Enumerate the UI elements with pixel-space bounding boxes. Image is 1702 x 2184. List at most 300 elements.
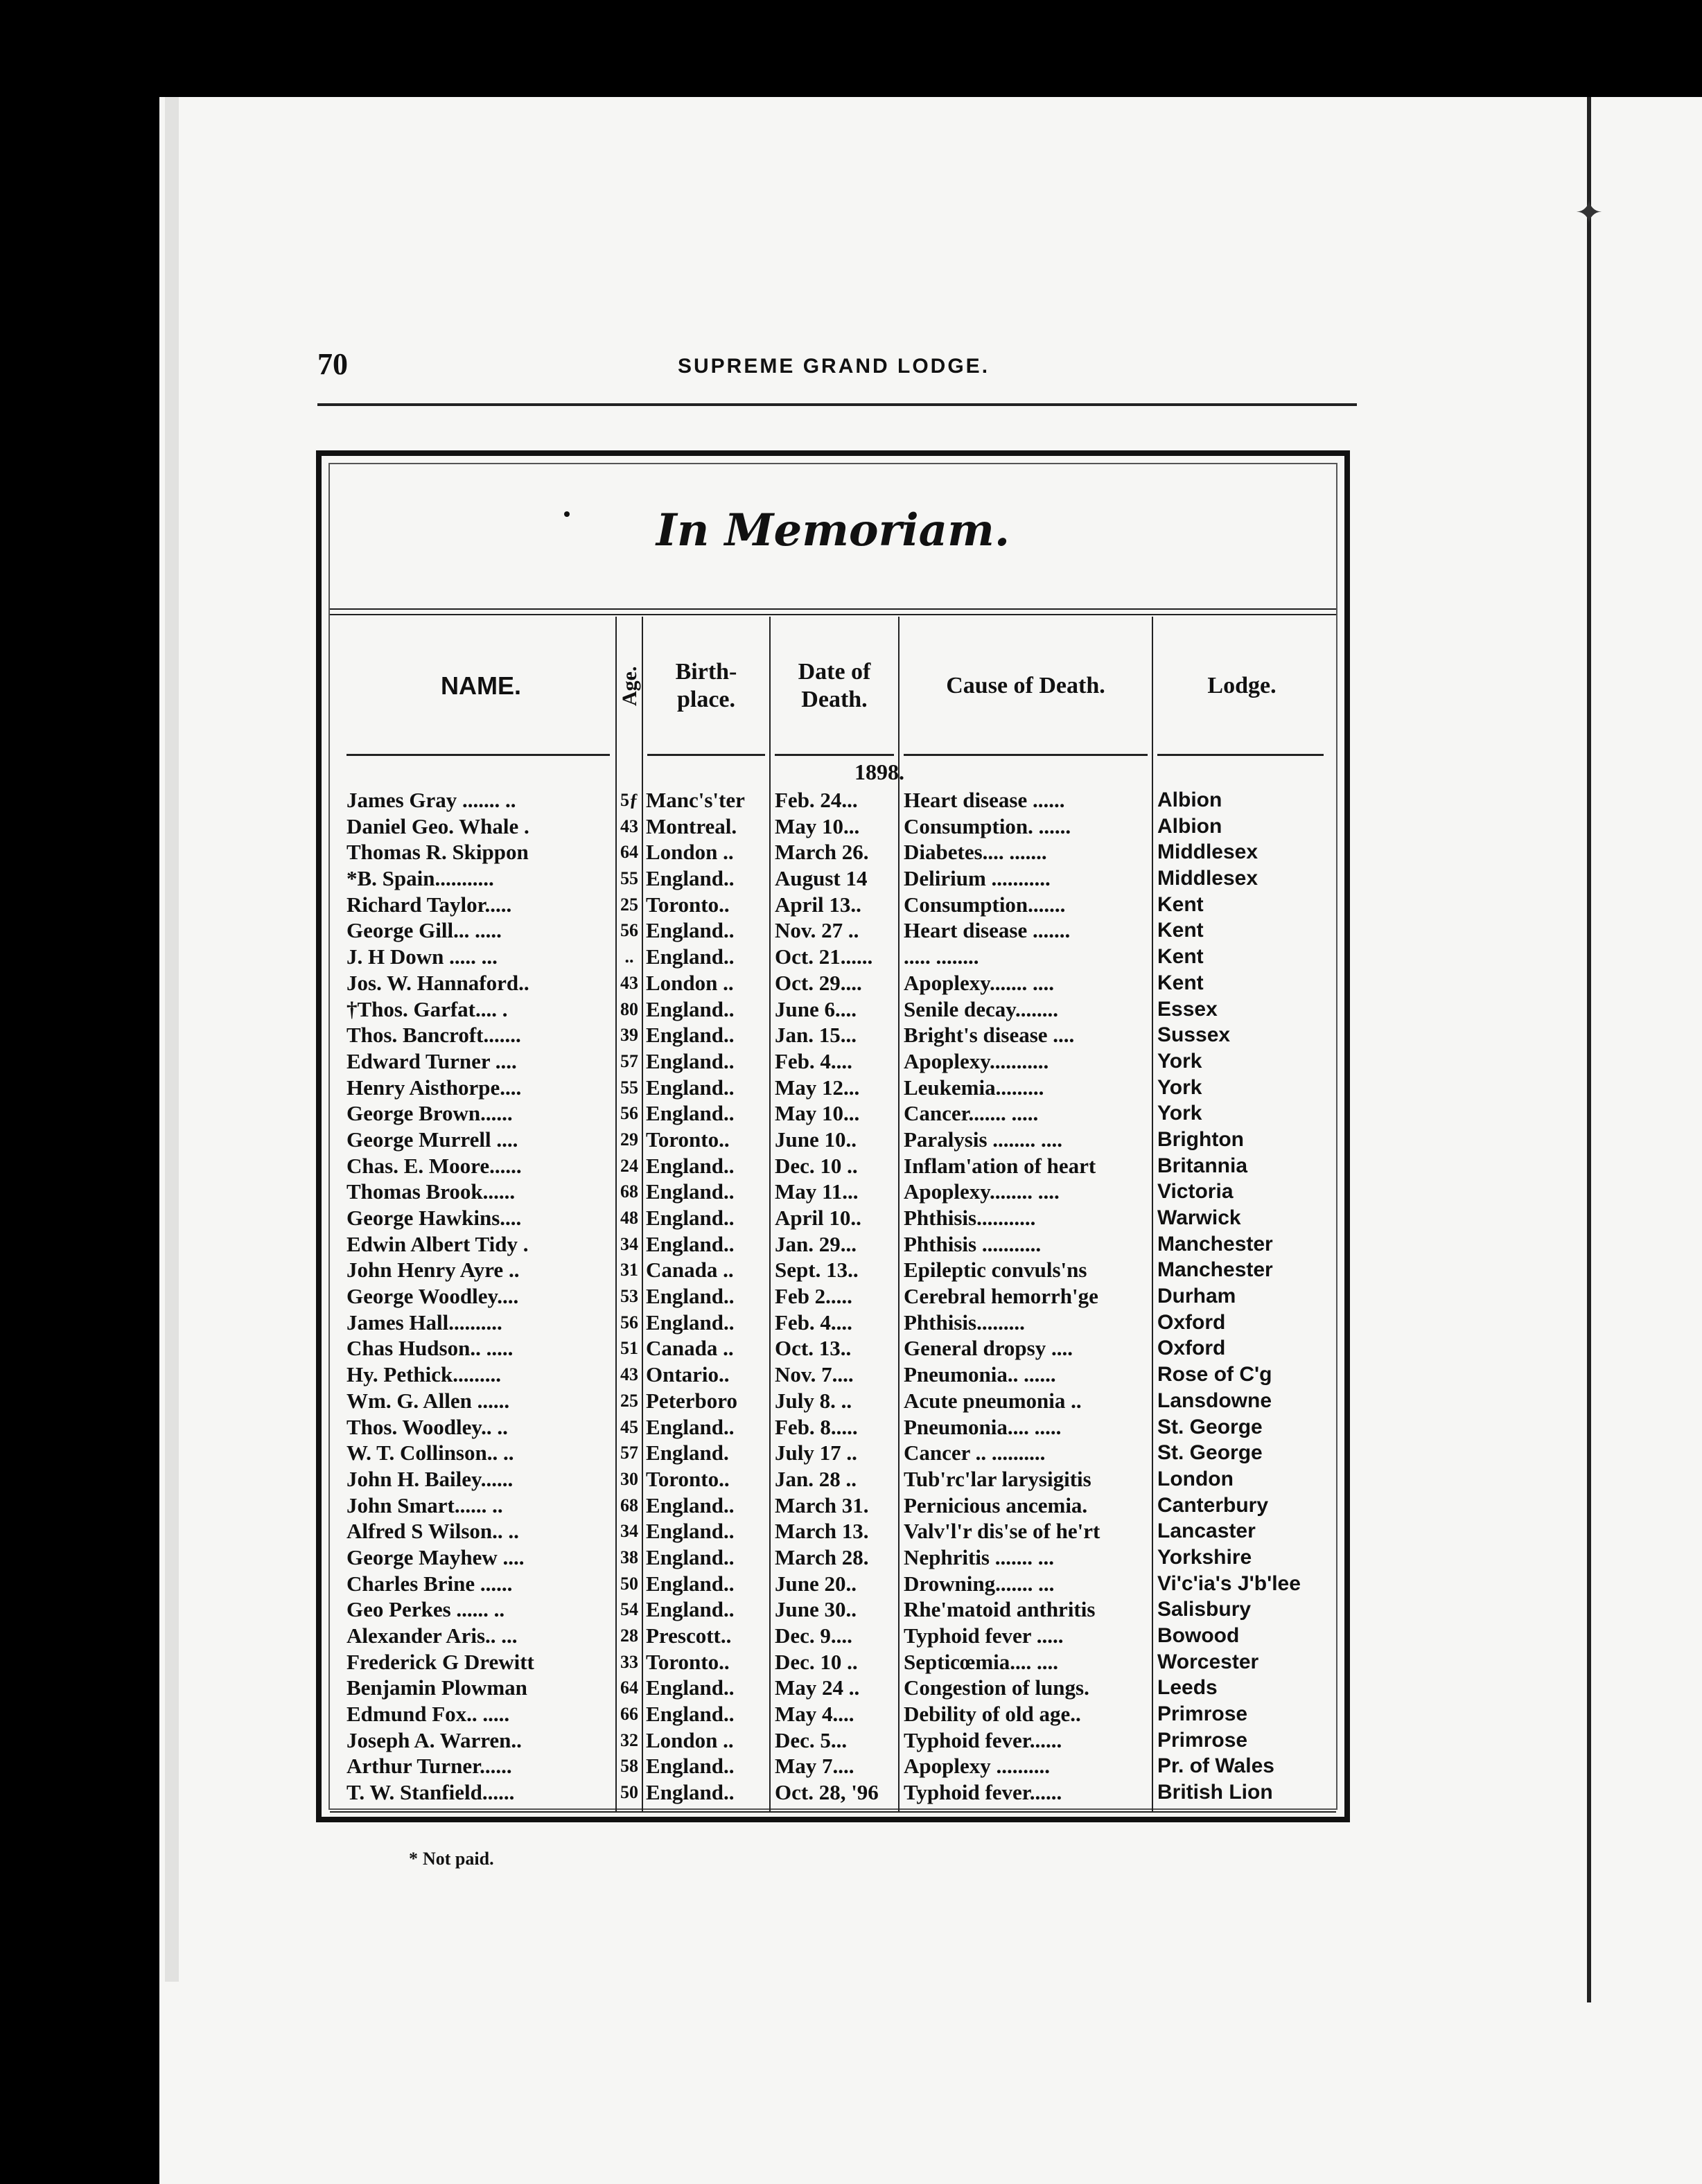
- cell-name: T. W. Stanfield......: [346, 1780, 515, 1805]
- cell-birthplace: England..: [646, 1023, 735, 1048]
- cell-lodge: York: [1157, 1075, 1202, 1099]
- cell-lodge: Kent: [1157, 892, 1204, 916]
- cell-birthplace: England..: [646, 1414, 735, 1439]
- table-row: [330, 1075, 1336, 1101]
- cell-name: Thomas R. Skippon: [346, 840, 529, 865]
- cell-date: Dec. 9....: [775, 1623, 852, 1648]
- cell-cause: Congestion of lungs.: [904, 1675, 1089, 1700]
- cell-date: Feb 2.....: [775, 1284, 852, 1309]
- cell-age: 43: [620, 972, 638, 993]
- cell-date: June 20..: [775, 1571, 857, 1596]
- cell-name: George Mayhew ....: [346, 1544, 525, 1569]
- cell-cause: Pneumonia.... .....: [904, 1414, 1062, 1439]
- cell-lodge: Sussex: [1157, 1023, 1231, 1047]
- cell-lodge: Bowood: [1157, 1624, 1240, 1647]
- cell-lodge: Middlesex: [1157, 840, 1258, 864]
- cell-lodge: Salisbury: [1157, 1598, 1252, 1621]
- cell-age: 55: [620, 868, 638, 889]
- cell-age: 57: [620, 1443, 638, 1463]
- cell-birthplace: England..: [646, 944, 735, 969]
- cell-name: Edmund Fox.. .....: [346, 1702, 510, 1727]
- cell-lodge: Lansdowne: [1157, 1389, 1272, 1412]
- cell-birthplace: England..: [646, 866, 735, 891]
- cell-age: 53: [620, 1286, 638, 1307]
- cell-cause: Pernicious ancemia.: [904, 1492, 1088, 1517]
- cell-birthplace: England..: [646, 1179, 735, 1204]
- cell-date: March 13.: [775, 1519, 869, 1544]
- cell-name: Wm. G. Allen ......: [346, 1388, 510, 1413]
- cell-date: Nov. 27 ..: [775, 918, 859, 943]
- cell-lodge: St. George: [1157, 1441, 1263, 1465]
- footnote: [409, 1849, 494, 1869]
- cell-birthplace: Canada ..: [646, 1258, 734, 1283]
- cell-name: Alexander Aris.. ...: [346, 1623, 518, 1648]
- table-row: [330, 1779, 1336, 1806]
- cell-name: Thos. Woodley.. ..: [346, 1414, 508, 1439]
- cell-lodge: Oxford: [1157, 1337, 1226, 1360]
- column-header-cause: Cause of Death.: [946, 673, 1105, 698]
- cell-name: James Gray ....... ..: [346, 788, 516, 812]
- cell-name: Arthur Turner......: [346, 1754, 512, 1779]
- cell-cause: Phthisis.........: [904, 1310, 1025, 1335]
- cell-birthplace: England..: [646, 1702, 735, 1727]
- cell-birthplace: London ..: [646, 840, 734, 865]
- cell-name: Geo Perkes ...... ..: [346, 1597, 505, 1622]
- table-row: [330, 892, 1336, 918]
- cell-cause: Apoplexy...........: [904, 1048, 1049, 1073]
- cell-cause: ..... ........: [904, 944, 979, 969]
- cell-cause: Senile decay........: [904, 996, 1059, 1021]
- table-row: [330, 1414, 1336, 1441]
- cell-cause: Typhoid fever......: [904, 1780, 1062, 1805]
- cell-age: 56: [620, 1103, 638, 1124]
- table-row: [330, 1388, 1336, 1414]
- cell-cause: Drowning....... ...: [904, 1571, 1055, 1596]
- table-row: [330, 1544, 1336, 1571]
- table-row: [330, 1257, 1336, 1283]
- cell-date: Feb. 24...: [775, 788, 858, 812]
- bottom-rule: [330, 1811, 1336, 1813]
- facing-page-edge: [1587, 97, 1591, 2002]
- title-rule: [330, 608, 1336, 615]
- cell-name: Edwin Albert Tidy .: [346, 1231, 529, 1256]
- cell-date: Dec. 10 ..: [775, 1153, 858, 1178]
- cell-age: 24: [620, 1155, 638, 1176]
- cell-age: 64: [620, 842, 638, 863]
- cell-lodge: Essex: [1157, 997, 1218, 1021]
- table-row: [330, 1492, 1336, 1519]
- cell-lodge: British Lion: [1157, 1781, 1273, 1804]
- cell-lodge: Kent: [1157, 919, 1204, 942]
- cell-date: Jan. 28 ..: [775, 1466, 857, 1491]
- cell-lodge: Manchester: [1157, 1258, 1273, 1282]
- cell-date: March 26.: [775, 840, 869, 865]
- cell-cause: Leukemia.........: [904, 1075, 1044, 1100]
- table-row: [330, 1623, 1336, 1649]
- cell-name: Thomas Brook......: [346, 1179, 516, 1204]
- cell-age: 68: [620, 1495, 638, 1515]
- table-row: [330, 1362, 1336, 1388]
- cell-date: July 8. ..: [775, 1388, 852, 1413]
- cell-birthplace: England..: [646, 996, 735, 1021]
- cell-age: 68: [620, 1181, 638, 1202]
- cell-cause: Debility of old age..: [904, 1702, 1081, 1727]
- cell-age: 50: [620, 1782, 638, 1803]
- cell-lodge: York: [1157, 1049, 1202, 1073]
- table-row: [330, 1675, 1336, 1701]
- cell-lodge: Warwick: [1157, 1206, 1241, 1229]
- header-underline: [1157, 754, 1324, 756]
- cell-birthplace: Montreal.: [646, 813, 737, 838]
- cell-name: Frederick G Drewitt: [346, 1649, 534, 1674]
- cell-age: 32: [620, 1729, 638, 1750]
- cell-age: 25: [620, 1390, 638, 1411]
- cell-lodge: Middlesex: [1157, 867, 1258, 890]
- cell-cause: Tub'rc'lar larysigitis: [904, 1466, 1091, 1491]
- cell-cause: Valv'l'r dis'se of he'rt: [904, 1519, 1100, 1544]
- cell-age: 56: [620, 920, 638, 941]
- cell-age: 25: [620, 894, 638, 915]
- cell-cause: Paralysis ........ ....: [904, 1127, 1063, 1152]
- header-underline: [904, 754, 1148, 756]
- cell-date: April 10..: [775, 1206, 861, 1230]
- cell-birthplace: England..: [646, 1571, 735, 1596]
- cell-age: 34: [620, 1233, 638, 1254]
- cell-cause: Cerebral hemorrh'ge: [904, 1284, 1098, 1309]
- cell-birthplace: England..: [646, 1206, 735, 1230]
- cell-cause: Pneumonia.. ......: [904, 1362, 1056, 1387]
- cell-birthplace: Peterboro: [646, 1388, 737, 1413]
- cell-cause: Typhoid fever .....: [904, 1623, 1064, 1648]
- cell-name: George Hawkins....: [346, 1206, 522, 1230]
- cell-birthplace: Toronto..: [646, 1649, 730, 1674]
- cell-birthplace: Toronto..: [646, 1466, 730, 1491]
- table-row: [330, 839, 1336, 865]
- cell-cause: Typhoid fever......: [904, 1727, 1062, 1752]
- cell-name: W. T. Collinson.. ..: [346, 1441, 514, 1465]
- cell-age: 58: [620, 1756, 638, 1777]
- cell-date: Sept. 13..: [775, 1258, 859, 1283]
- cell-birthplace: England..: [646, 1780, 735, 1805]
- cell-birthplace: Ontario..: [646, 1362, 730, 1387]
- cell-name: Chas Hudson.. .....: [346, 1336, 514, 1361]
- column-header-lodge: Lodge.: [1207, 673, 1276, 698]
- cell-birthplace: Toronto..: [646, 1127, 730, 1152]
- cell-age: 57: [620, 1050, 638, 1071]
- table-row: [330, 996, 1336, 1023]
- cell-name: *B. Spain...........: [346, 866, 494, 891]
- table-row: [330, 813, 1336, 840]
- table-row: [330, 1283, 1336, 1310]
- cell-name: George Brown......: [346, 1101, 513, 1126]
- binding-ornament-icon: ✦: [1574, 193, 1604, 232]
- cell-name: Hy. Pethick.........: [346, 1362, 502, 1387]
- memoriam-frame: [316, 450, 1350, 1822]
- cell-cause: Heart disease .......: [904, 918, 1071, 943]
- cell-lodge: St. George: [1157, 1415, 1263, 1438]
- table-row: [330, 787, 1336, 813]
- cell-name: George Woodley....: [346, 1284, 519, 1309]
- cell-cause: Acute pneumonia ..: [904, 1388, 1082, 1413]
- cell-lodge: Lancaster: [1157, 1520, 1256, 1543]
- cell-age: 54: [620, 1599, 638, 1620]
- cell-cause: Septicœmia.... ....: [904, 1649, 1059, 1674]
- cell-cause: Phthisis ...........: [904, 1231, 1042, 1256]
- cell-lodge: Victoria: [1157, 1180, 1234, 1204]
- cell-lodge: Canterbury: [1157, 1493, 1269, 1517]
- cell-age: 38: [620, 1547, 638, 1567]
- cell-date: Oct. 21......: [775, 944, 873, 969]
- cell-name: Edward Turner ....: [346, 1048, 517, 1073]
- cell-birthplace: England..: [646, 1597, 735, 1622]
- cell-age: 80: [620, 998, 638, 1019]
- cell-date: May 10...: [775, 813, 860, 838]
- table-row: [330, 1727, 1336, 1754]
- cell-lodge: Worcester: [1157, 1650, 1259, 1673]
- cell-name: John Smart...... ..: [346, 1492, 503, 1517]
- table-row: [330, 1440, 1336, 1466]
- cell-birthplace: England..: [646, 1544, 735, 1569]
- cell-date: Feb. 4....: [775, 1310, 852, 1335]
- cell-age: 56: [620, 1312, 638, 1332]
- cell-birthplace: London ..: [646, 1727, 734, 1752]
- page-number: 70: [317, 347, 348, 381]
- cell-lodge: Pr. of Wales: [1157, 1754, 1274, 1778]
- cell-birthplace: Manc's'ter: [646, 788, 745, 812]
- cell-cause: Diabetes.... .......: [904, 840, 1047, 865]
- cell-date: May 24 ..: [775, 1675, 860, 1700]
- cell-birthplace: England..: [646, 1519, 735, 1544]
- cell-date: June 30..: [775, 1597, 857, 1622]
- table-row: [330, 865, 1336, 892]
- cell-age: 39: [620, 1025, 638, 1046]
- table-row: [330, 1649, 1336, 1675]
- column-header-name: NAME.: [441, 671, 521, 700]
- table-row: [330, 1022, 1336, 1048]
- cell-date: August 14: [775, 866, 868, 891]
- cell-name: Chas. E. Moore......: [346, 1153, 522, 1178]
- cell-lodge: Kent: [1157, 971, 1204, 994]
- cell-lodge: Brighton: [1157, 1127, 1244, 1151]
- cell-age: 51: [620, 1338, 638, 1359]
- cell-cause: Apoplexy ..........: [904, 1754, 1050, 1779]
- table-row: [330, 1048, 1336, 1075]
- cell-age: 45: [620, 1416, 638, 1437]
- cell-birthplace: England..: [646, 918, 735, 943]
- header-underline: [346, 754, 610, 756]
- cell-lodge: Vi'c'ia's J'b'lee: [1157, 1571, 1301, 1595]
- cell-age: 48: [620, 1208, 638, 1228]
- cell-birthplace: England..: [646, 1075, 735, 1100]
- cell-name: James Hall..........: [346, 1310, 502, 1335]
- cell-age: 30: [620, 1468, 638, 1489]
- cell-date: May 10...: [775, 1101, 860, 1126]
- cell-date: Feb. 8.....: [775, 1414, 858, 1439]
- cell-cause: Epileptic convuls'ns: [904, 1258, 1087, 1283]
- cell-date: Nov. 7....: [775, 1362, 854, 1387]
- cell-birthplace: England..: [646, 1101, 735, 1126]
- column-header-age: Age.: [618, 666, 641, 706]
- header-underline: [775, 754, 894, 756]
- cell-cause: Apoplexy....... ....: [904, 970, 1055, 995]
- table-row: [330, 1127, 1336, 1153]
- cell-birthplace: England..: [646, 1048, 735, 1073]
- cell-name: Thos. Bancroft.......: [346, 1023, 521, 1048]
- cell-date: Jan. 29...: [775, 1231, 857, 1256]
- cell-cause: Consumption.......: [904, 892, 1066, 917]
- column-header-birthplace: Birth- place.: [675, 659, 737, 712]
- cell-lodge: Albion: [1157, 814, 1222, 838]
- cell-name: Benjamin Plowman: [346, 1675, 527, 1700]
- cell-name: John Henry Ayre ..: [346, 1258, 520, 1283]
- table-row: [330, 1153, 1336, 1179]
- year-label: 1898.: [854, 759, 904, 784]
- cell-name: George Murrell ....: [346, 1127, 518, 1152]
- page-gutter: [165, 97, 179, 1982]
- table-row: [330, 1701, 1336, 1727]
- table-row: [330, 1310, 1336, 1336]
- cell-name: Jos. W. Hannaford..: [346, 970, 529, 995]
- running-head: SUPREME GRAND LODGE.: [678, 355, 990, 378]
- table-row: [330, 1596, 1336, 1623]
- table-row: [330, 970, 1336, 996]
- cell-cause: Cancer .. ..........: [904, 1441, 1046, 1465]
- cell-date: March 31.: [775, 1492, 869, 1517]
- cell-lodge: Oxford: [1157, 1310, 1226, 1334]
- cell-birthplace: England..: [646, 1231, 735, 1256]
- cell-name: Charles Brine ......: [346, 1571, 513, 1596]
- cell-birthplace: England.: [646, 1441, 729, 1465]
- cell-cause: General dropsy ....: [904, 1336, 1073, 1361]
- cell-lodge: Rose of C'g: [1157, 1363, 1272, 1386]
- cell-age: 28: [620, 1626, 638, 1646]
- cell-birthplace: England..: [646, 1284, 735, 1309]
- header-rule: [317, 403, 1357, 406]
- cell-lodge: Yorkshire: [1157, 1545, 1252, 1569]
- table-row: [330, 1753, 1336, 1779]
- cell-cause: Apoplexy........ ....: [904, 1179, 1060, 1204]
- cell-name: Henry Aisthorpe....: [346, 1075, 522, 1100]
- cell-age: 43: [620, 1364, 638, 1385]
- cell-birthplace: England..: [646, 1310, 735, 1335]
- footnote-mark: *: [409, 1849, 418, 1869]
- table-row: [330, 917, 1336, 944]
- cell-lodge: London: [1157, 1467, 1234, 1490]
- cell-name: Joseph A. Warren..: [346, 1727, 522, 1752]
- cell-age: 66: [620, 1704, 638, 1725]
- cell-age: 55: [620, 1077, 638, 1098]
- cell-date: June 6....: [775, 996, 857, 1021]
- cell-age: 31: [620, 1260, 638, 1280]
- cell-date: Dec. 5...: [775, 1727, 848, 1752]
- cell-birthplace: England..: [646, 1754, 735, 1779]
- table-row: [330, 1518, 1336, 1544]
- table-row: [330, 1205, 1336, 1231]
- column-header-date: Date of Death.: [798, 659, 871, 712]
- cell-name: Richard Taylor.....: [346, 892, 512, 917]
- cell-cause: Heart disease ......: [904, 788, 1065, 812]
- page-header: [317, 346, 1357, 402]
- cell-date: Feb. 4....: [775, 1048, 852, 1073]
- cell-lodge: Britannia: [1157, 1154, 1248, 1177]
- table-row: [330, 1100, 1336, 1127]
- cell-cause: Consumption. ......: [904, 813, 1071, 838]
- cell-cause: Cancer....... .....: [904, 1101, 1039, 1126]
- cell-lodge: Manchester: [1157, 1232, 1273, 1256]
- cell-date: March 28.: [775, 1544, 869, 1569]
- cell-age: 50: [620, 1573, 638, 1594]
- table-row: [330, 944, 1336, 970]
- cell-date: Dec. 10 ..: [775, 1649, 858, 1674]
- table-row: [330, 1231, 1336, 1258]
- cell-date: Oct. 28, '96: [775, 1780, 879, 1805]
- cell-name: George Gill... .....: [346, 918, 502, 943]
- cell-name: Daniel Geo. Whale .: [346, 813, 529, 838]
- cell-cause: Rhe'matoid anthritis: [904, 1597, 1096, 1622]
- cell-cause: Bright's disease ....: [904, 1023, 1075, 1048]
- cell-date: Jan. 15...: [775, 1023, 857, 1048]
- table-row: [330, 1466, 1336, 1492]
- cell-age: ..: [624, 946, 634, 967]
- cell-date: July 17 ..: [775, 1441, 857, 1465]
- cell-lodge: York: [1157, 1102, 1202, 1125]
- page-title: In Memoriam.: [656, 504, 1010, 556]
- cell-age: 29: [620, 1129, 638, 1150]
- table-row: [330, 1571, 1336, 1597]
- cell-birthplace: England..: [646, 1153, 735, 1178]
- footnote-text: Not paid.: [423, 1849, 494, 1869]
- cell-cause: Delirium ...........: [904, 866, 1051, 891]
- cell-name: J. H Down ..... ...: [346, 944, 498, 969]
- table-row: [330, 1335, 1336, 1362]
- cell-name: †Thos. Garfat.... .: [346, 996, 508, 1021]
- cell-date: May 11...: [775, 1179, 859, 1204]
- cell-date: May 4....: [775, 1702, 854, 1727]
- cell-age: 33: [620, 1651, 638, 1672]
- table-row: [330, 1179, 1336, 1205]
- cell-cause: Inflam'ation of heart: [904, 1153, 1096, 1178]
- cell-lodge: Primrose: [1157, 1728, 1248, 1752]
- cell-birthplace: England..: [646, 1675, 735, 1700]
- cell-age: 43: [620, 816, 638, 836]
- cell-date: Oct. 29....: [775, 970, 862, 995]
- cell-date: June 10..: [775, 1127, 857, 1152]
- cell-lodge: Leeds: [1157, 1676, 1218, 1700]
- cell-age: 34: [620, 1521, 638, 1542]
- cell-age: 64: [620, 1677, 638, 1698]
- cell-birthplace: London ..: [646, 970, 734, 995]
- memoriam-table-body: [330, 787, 1336, 1806]
- cell-lodge: Albion: [1157, 789, 1222, 811]
- table-header: [330, 617, 1336, 755]
- cell-lodge: Durham: [1157, 1285, 1236, 1308]
- cell-cause: Phthisis...........: [904, 1206, 1036, 1230]
- cell-birthplace: Toronto..: [646, 892, 730, 917]
- cell-birthplace: Canada ..: [646, 1336, 734, 1361]
- cell-date: April 13..: [775, 892, 861, 917]
- header-underline: [647, 754, 765, 756]
- cell-birthplace: Prescott..: [646, 1623, 732, 1648]
- cell-date: May 12...: [775, 1075, 860, 1100]
- cell-cause: Nephritis ....... ...: [904, 1544, 1054, 1569]
- cell-birthplace: England..: [646, 1492, 735, 1517]
- cell-name: John H. Bailey......: [346, 1466, 514, 1491]
- cell-name: Alfred S Wilson.. ..: [346, 1519, 519, 1544]
- cell-date: May 7....: [775, 1754, 854, 1779]
- cell-age: 5ƒ: [620, 790, 638, 810]
- cell-date: Oct. 13..: [775, 1336, 852, 1361]
- cell-lodge: Kent: [1157, 945, 1204, 969]
